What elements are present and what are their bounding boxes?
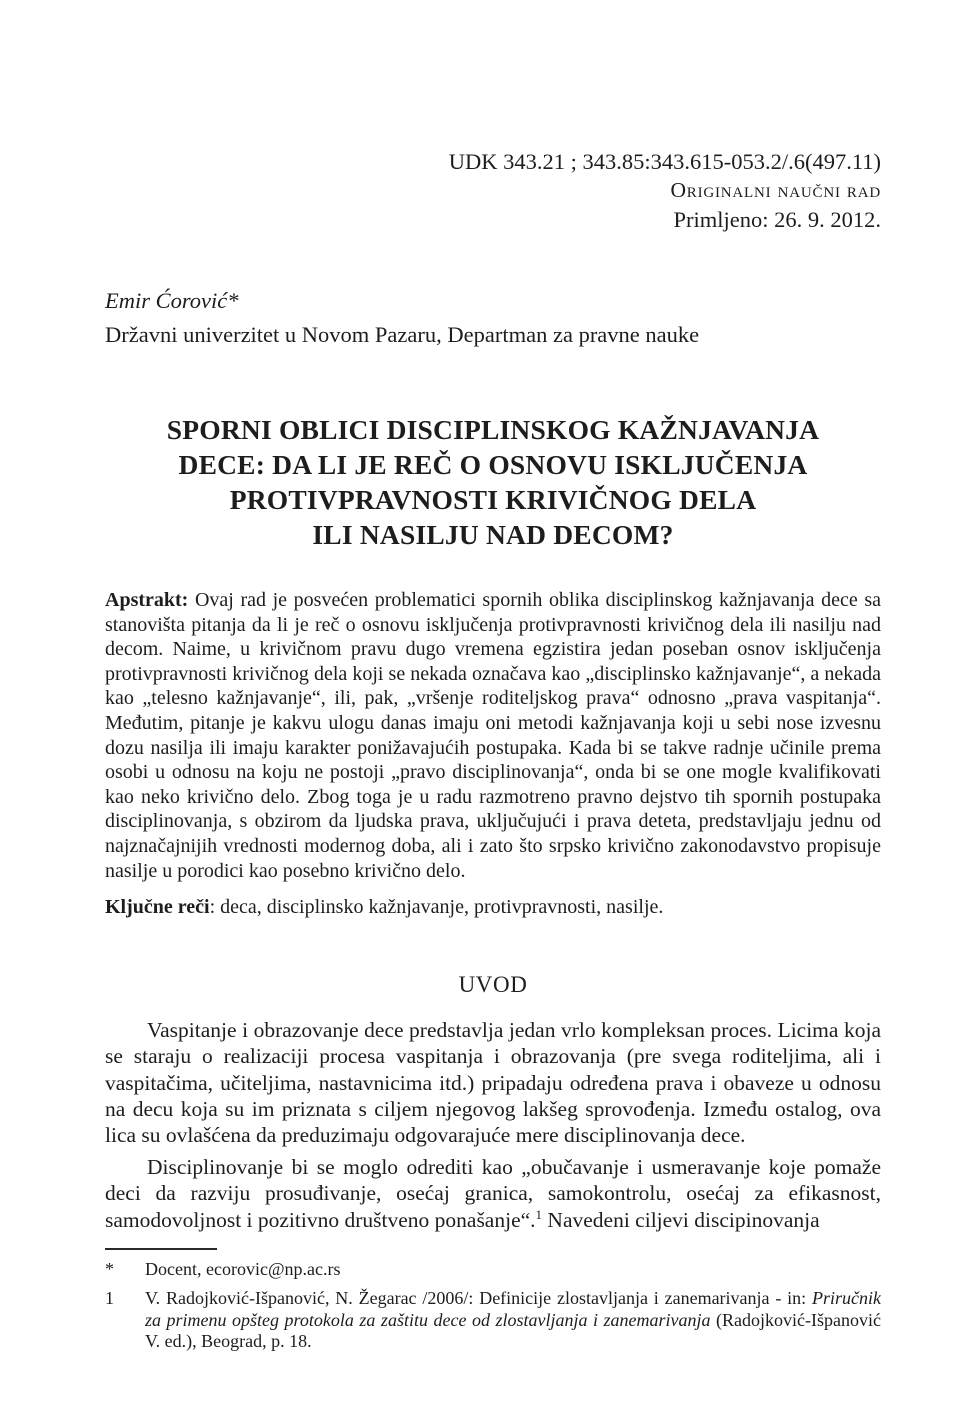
article-title-line: DECE: DA LI JE REČ O OSNOVU ISKLJUČENJA — [178, 449, 808, 480]
article-title-line: ILI NASILJU NAD DECOM? — [312, 519, 674, 550]
footnote-text: Docent, ecorovic@np.ac.rs — [145, 1258, 341, 1279]
body-paragraph-1: Vaspitanje i obrazovanje dece predstavlja jedan vrlo kompleksan proces. Licima koja se staraju o realizaciji procesa vaspitanja i obrazovanja (pre svega roditeljima, ali i vaspitačima, učiteljima, nastavnicima itd.) pripadaju određena prava i obaveze u odnosu na decu koja su im priznata s ciljem njegovog lakšeg sprovođenja. Između ostalog, ova lica su ovlašćena da preduzimaju odgovarajuće mere disciplinovanja dece. — [105, 1017, 881, 1148]
article-title-line: SPORNI OBLICI DISCIPLINSKOG KAŽNJAVANJA — [166, 414, 820, 445]
abstract-paragraph — [105, 588, 881, 883]
article-meta-block — [105, 146, 881, 235]
paragraph-text: Disciplinovanje bi se moglo odrediti kao „obučavanje i usmeravanje koje pomaže deci da razviju prosuđivanje, osećaj granica, samokontrolu, osećaj za efikasnost, samodovoljnost i pozitivno društveno ponašanje“. — [105, 1154, 881, 1232]
author-affiliation: Državni univerzitet u Novom Pazaru, Departman za pravne nauke — [105, 322, 700, 347]
footnote-marker: 1 — [105, 1287, 114, 1308]
article-title-line: PROTIVPRAVNOSTI KRIVIČNOG DELA — [229, 484, 757, 515]
footnote-1 — [105, 1288, 881, 1353]
keywords-text: : deca, disciplinsko kažnjavanje, protivpravnosti, nasilje. — [209, 896, 664, 919]
footnote-text-part: (Radojković-Išpanović V. ed.), Beograd, p. 18. — [145, 1309, 881, 1352]
udk-number: UDK 343.21 ; 343.85:343.615-053.2/.6(497.11) — [448, 149, 881, 174]
keywords-line — [105, 895, 881, 920]
footnote-star — [105, 1259, 881, 1281]
received-date: Primljeno: 26. 9. 2012. — [673, 207, 881, 232]
body-paragraph-2 — [105, 1154, 881, 1233]
section-heading-uvod: UVOD — [458, 971, 528, 997]
footnotes-block — [105, 1259, 881, 1353]
abstract-label: Apstrakt: — [105, 589, 189, 611]
page-content — [105, 0, 881, 1353]
abstract-text: Ovaj rad je posvećen problematici spornih oblika disciplinskog kažnjavanja dece sa stanovišta pitanja da li je reč o osnovu isključenja protivpravnosti krivičnog dela ili nasilju nad decom. Naime, u krivičnom pravu dugo vremena egzistira jedan poseban osnov isključenja protivpravnosti krivičnog dela koji se nekada označava kao „disciplinsko kažnjavanje“, a nekada kao „telesno kažnjavanje“, ili, pak, „vršenje roditeljskog prava“ odnosno „prava vaspitanja“. Međutim, pitanje je kakvu ulogu danas imaju oni metodi kažnjavanja koji u sebi nose izvesnu dozu nasilja ili imaju karakter ponižavajućih postupaka. Kada bi se takve radnje učinile prema osobi u odnosu na koju ne postoji „pravo disciplinovanja“, onda bi se one mogle kvalifikovati kao neko krivično delo. Zbog toga je u radu razmotreno pravno dejstvo tih spornih postupaka disciplinovanja, s obzirom da ljudska prava, uključujući i prava deteta, predstavljaju jednu od najznačajnijih vrednosti modernog doba, ali i zato što srpsko krivično zakonodavstvo propisuje nasilje u porodici kao posebno krivično delo. — [105, 589, 881, 882]
article-type-label: Originalni naučni rad — [670, 178, 881, 202]
footnote-text-italic-title: Priručnik za primenu opšteg protokola za zaštitu dece od zlostavljanja i zanemarivanja — [145, 1287, 881, 1330]
footnote-text-part: V. Radojković-Išpanović, N. Žegarac /2006/: Definicije zlostavljanja i zanemarivanja - in: — [145, 1287, 812, 1308]
author-name: Emir Ćorović* — [105, 288, 239, 313]
article-title — [105, 412, 881, 552]
keywords-label: Ključne reči — [105, 896, 210, 919]
footnote-separator — [105, 1248, 217, 1250]
footnote-reference-1: 1 — [535, 1206, 543, 1222]
paragraph-text: Navedeni ciljevi discipinovanja — [542, 1207, 820, 1232]
footnote-text — [145, 1288, 881, 1353]
author-block — [105, 284, 881, 352]
footnote-marker: * — [105, 1258, 114, 1279]
